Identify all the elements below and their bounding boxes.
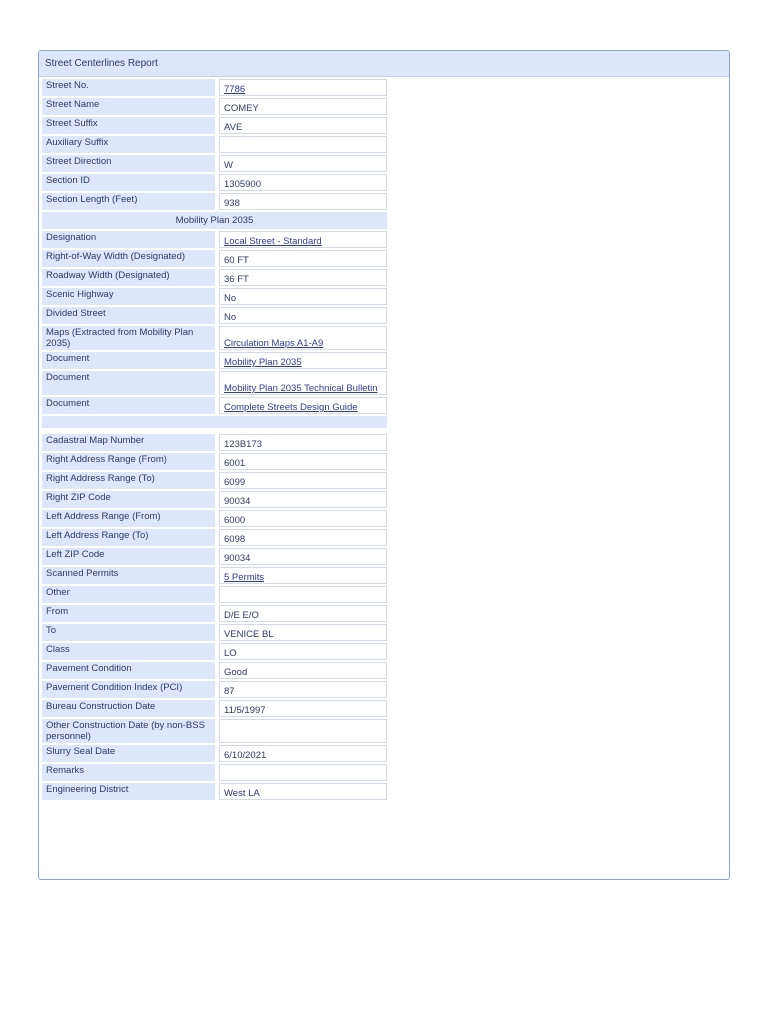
field-value-link[interactable]: Circulation Maps A1-A9 (224, 338, 324, 349)
field-value-link[interactable]: 5 Permits (224, 572, 265, 583)
field-label: Pavement Condition Index (PCI) (42, 681, 215, 698)
field-value: 36 FT (219, 269, 387, 286)
report-row-scenic-highway (42, 288, 387, 305)
field-value: 6099 (219, 472, 387, 489)
report-row-engineering-district (42, 783, 387, 800)
report-row-right-address-range-to (42, 472, 387, 489)
report-row-section-length-feet (42, 193, 387, 210)
field-label: Right ZIP Code (42, 491, 215, 508)
report-row-other (42, 586, 387, 603)
report-row-remarks (42, 764, 387, 781)
report-row-street-direction (42, 155, 387, 172)
field-value: 6001 (219, 453, 387, 470)
field-label: Left ZIP Code (42, 548, 215, 565)
report-row-slurry-seal-date (42, 745, 387, 762)
field-value (219, 326, 387, 350)
field-label: Class (42, 643, 215, 660)
field-label: Street Name (42, 98, 215, 115)
report-row-document (42, 397, 387, 414)
field-value: 87 (219, 681, 387, 698)
field-label: To (42, 624, 215, 641)
report-row-pavement-condition (42, 662, 387, 679)
field-label: Section Length (Feet) (42, 193, 215, 210)
field-value: 11/5/1997 (219, 700, 387, 717)
report-row-pavement-condition-index-pci (42, 681, 387, 698)
field-value: 938 (219, 193, 387, 210)
field-value: No (219, 307, 387, 324)
field-value: D/E E/O (219, 605, 387, 622)
field-label: Right Address Range (To) (42, 472, 215, 489)
field-value: 6098 (219, 529, 387, 546)
field-label: Scenic Highway (42, 288, 215, 305)
report-row-cadastral-map-number (42, 434, 387, 451)
field-label: Auxiliary Suffix (42, 136, 215, 153)
report-row-document (42, 352, 387, 369)
street-centerlines-report-panel (38, 50, 730, 880)
field-value-link[interactable]: Local Street - Standard (224, 236, 322, 247)
field-label: Cadastral Map Number (42, 434, 215, 451)
report-row-right-of-way-width-designated (42, 250, 387, 267)
field-value: W (219, 155, 387, 172)
field-label: Remarks (42, 764, 215, 781)
report-row-street-suffix (42, 117, 387, 134)
field-label: Document (42, 397, 215, 414)
field-value (219, 567, 387, 584)
field-value: 90034 (219, 491, 387, 508)
report-title: Street Centerlines Report (39, 51, 729, 77)
report-row-section-id (42, 174, 387, 191)
report-row-auxiliary-suffix (42, 136, 387, 153)
field-label: Document (42, 352, 215, 369)
field-label: Street Suffix (42, 117, 215, 134)
report-row-right-address-range-from (42, 453, 387, 470)
report-row-maps-extracted-from-mobility-plan-2035 (42, 326, 387, 350)
report-row-street-no (42, 79, 387, 96)
field-value (219, 79, 387, 96)
field-value: 6/10/2021 (219, 745, 387, 762)
field-value: 1305900 (219, 174, 387, 191)
field-value (219, 764, 387, 781)
field-value-link[interactable]: 7786 (224, 84, 246, 95)
report-row-document (42, 371, 387, 395)
section-heading-mobility-plan: Mobility Plan 2035 (42, 212, 387, 229)
field-value: 123B173 (219, 434, 387, 451)
field-label: Left Address Range (To) (42, 529, 215, 546)
field-value-link[interactable]: Complete Streets Design Guide (224, 402, 358, 413)
report-row-designation (42, 231, 387, 248)
field-label: Slurry Seal Date (42, 745, 215, 762)
report-row-right-zip-code (42, 491, 387, 508)
field-value: AVE (219, 117, 387, 134)
field-label: Street No. (42, 79, 215, 96)
field-label: Right Address Range (From) (42, 453, 215, 470)
field-label: Designation (42, 231, 215, 248)
field-value (219, 352, 387, 369)
report-row-other-construction-date-by-non-bss-personnel (42, 719, 387, 743)
field-label: Pavement Condition (42, 662, 215, 679)
field-label: Bureau Construction Date (42, 700, 215, 717)
report-row-street-name (42, 98, 387, 115)
report-row-left-address-range-to (42, 529, 387, 546)
field-value (219, 719, 387, 743)
field-label: Engineering District (42, 783, 215, 800)
field-value: No (219, 288, 387, 305)
field-value: 6000 (219, 510, 387, 527)
field-label: From (42, 605, 215, 622)
field-label: Right-of-Way Width (Designated) (42, 250, 215, 267)
report-row-from (42, 605, 387, 622)
field-value (219, 231, 387, 248)
field-value: VENICE BL (219, 624, 387, 641)
field-value-link[interactable]: Mobility Plan 2035 (224, 357, 302, 368)
field-label: Roadway Width (Designated) (42, 269, 215, 286)
field-value (219, 586, 387, 603)
report-row-class (42, 643, 387, 660)
field-value: COMEY (219, 98, 387, 115)
field-label: Street Direction (42, 155, 215, 172)
field-label: Section ID (42, 174, 215, 191)
field-value: LO (219, 643, 387, 660)
field-value: West LA (219, 783, 387, 800)
field-label: Scanned Permits (42, 567, 215, 584)
field-value: Good (219, 662, 387, 679)
field-value (219, 397, 387, 414)
report-row-roadway-width-designated (42, 269, 387, 286)
section-divider (42, 416, 387, 428)
report-row-to (42, 624, 387, 641)
field-value (219, 136, 387, 153)
field-label: Maps (Extracted from Mobility Plan 2035) (42, 326, 215, 350)
report-row-bureau-construction-date (42, 700, 387, 717)
report-row-scanned-permits (42, 567, 387, 584)
field-label: Document (42, 371, 215, 395)
field-label: Other Construction Date (by non-BSS personnel) (42, 719, 215, 743)
field-label: Left Address Range (From) (42, 510, 215, 527)
field-value (219, 371, 387, 395)
field-value: 60 FT (219, 250, 387, 267)
field-value: 90034 (219, 548, 387, 565)
report-row-divided-street (42, 307, 387, 324)
field-label: Divided Street (42, 307, 215, 324)
field-value-link[interactable]: Mobility Plan 2035 Technical Bulletin (224, 383, 378, 394)
report-row-left-zip-code (42, 548, 387, 565)
report-rows (42, 79, 387, 802)
report-row-left-address-range-from (42, 510, 387, 527)
field-label: Other (42, 586, 215, 603)
